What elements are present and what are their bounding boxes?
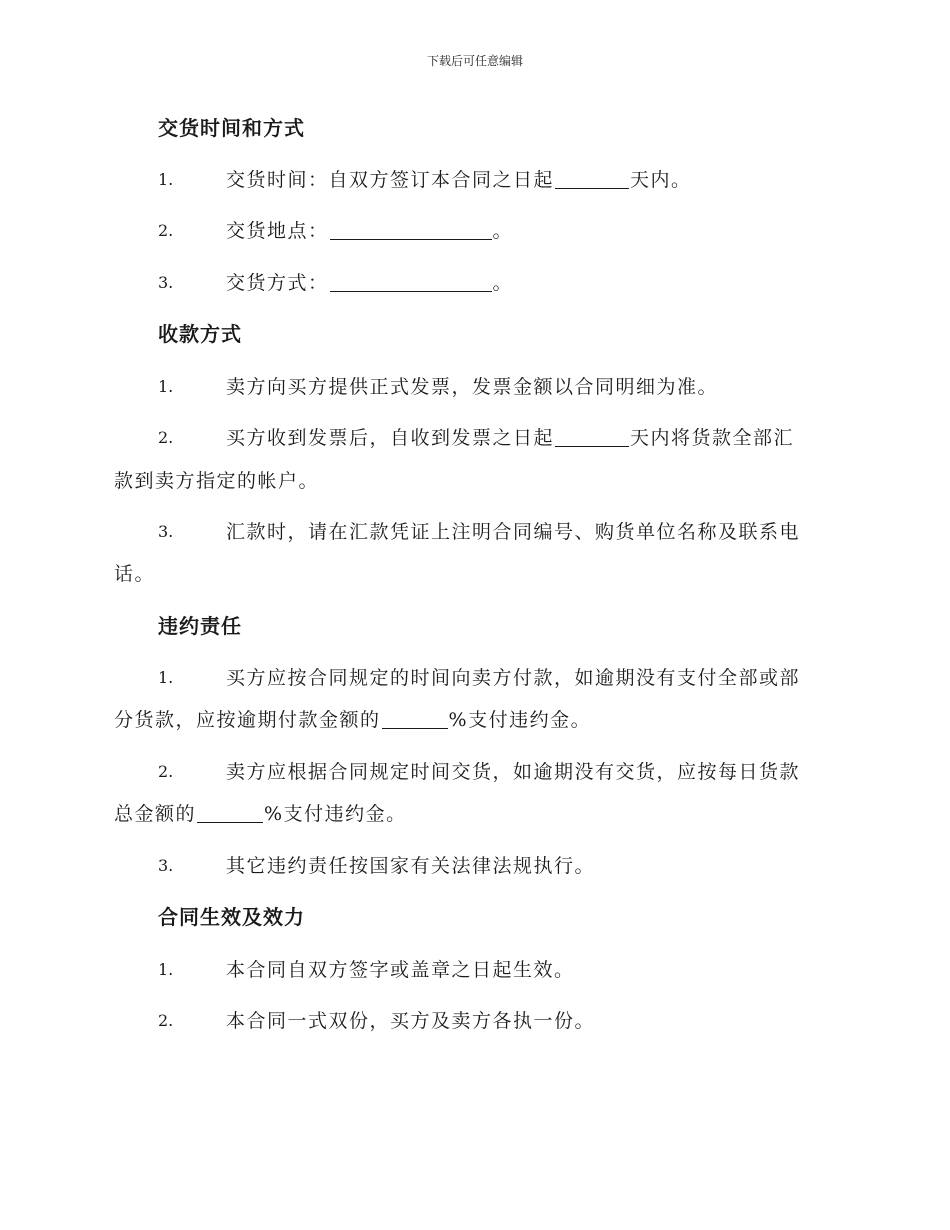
clause-continuation: [114, 801, 407, 827]
fill-blank-percent[interactable]: [197, 804, 263, 823]
clause-text-end: 天内。: [630, 169, 692, 191]
clause-text: 交货方式：: [226, 272, 329, 294]
item-number: 1.: [158, 668, 174, 687]
item-number: 1.: [158, 960, 174, 979]
item-number: 2.: [158, 428, 174, 447]
clause-effective-date: 本合同自双方签字或盖章之日起生效。: [226, 959, 575, 981]
clause-copies: 本合同一式双份，买方及卖方各执一份。: [226, 1010, 596, 1032]
clause-text: 总金额的: [114, 803, 197, 825]
fill-blank-days[interactable]: [555, 428, 629, 447]
clause-text-end: 。: [492, 272, 514, 294]
clause-text-end: %支付违约金。: [448, 709, 592, 731]
item-number: 1.: [158, 377, 174, 396]
clause-continuation: 话。: [114, 563, 156, 585]
section-title-payment: 收款方式: [158, 322, 242, 346]
item-number: 2.: [158, 762, 174, 781]
clause-late-delivery: 卖方应根据合同规定时间交货，如逾期没有交货，应按每日货款: [226, 761, 801, 783]
section-title-effectiveness: 合同生效及效力: [158, 905, 305, 929]
clause-other-liability: 其它违约责任按国家有关法律法规执行。: [226, 855, 596, 877]
clause-text-end: %支付违约金。: [264, 803, 407, 825]
item-number: 3.: [158, 856, 174, 875]
clause-continuation: 款到卖方指定的帐户。: [114, 470, 320, 492]
clause-invoice: 卖方向买方提供正式发票，发票金额以合同明细为准。: [226, 376, 719, 398]
fill-blank-method[interactable]: [330, 273, 492, 292]
page-header: 下载后可任意编辑: [426, 54, 523, 68]
clause-delivery-place: [226, 218, 513, 244]
item-number: 2.: [158, 221, 174, 240]
item-number: 2.: [158, 1011, 174, 1030]
clause-delivery-method: [226, 270, 513, 296]
fill-blank-place[interactable]: [330, 221, 492, 240]
clause-text: 买方收到发票后，自收到发票之日起: [226, 427, 555, 449]
fill-blank-days[interactable]: [555, 170, 629, 189]
clause-text-end: 天内将货款全部汇: [630, 427, 795, 449]
item-number: 3.: [158, 522, 174, 541]
clause-remittance-note: 汇款时，请在汇款凭证上注明合同编号、购货单位名称及联系电: [226, 521, 801, 543]
item-number: 3.: [158, 273, 174, 292]
clause-text-end: 。: [492, 220, 514, 242]
fill-blank-percent[interactable]: [382, 710, 448, 729]
clause-continuation: [114, 707, 591, 733]
section-title-delivery: 交货时间和方式: [158, 116, 305, 140]
clause-delivery-time: [226, 167, 692, 193]
clause-text: 交货地点：: [226, 220, 329, 242]
section-title-liability: 违约责任: [158, 614, 242, 638]
clause-remittance: [226, 425, 794, 451]
item-number: 1.: [158, 170, 174, 189]
clause-text: 分货款，应按逾期付款金额的: [114, 709, 381, 731]
clause-text: 交货时间：自双方签订本合同之日起: [226, 169, 555, 191]
clause-late-payment: 买方应按合同规定的时间向卖方付款，如逾期没有支付全部或部: [226, 667, 801, 689]
